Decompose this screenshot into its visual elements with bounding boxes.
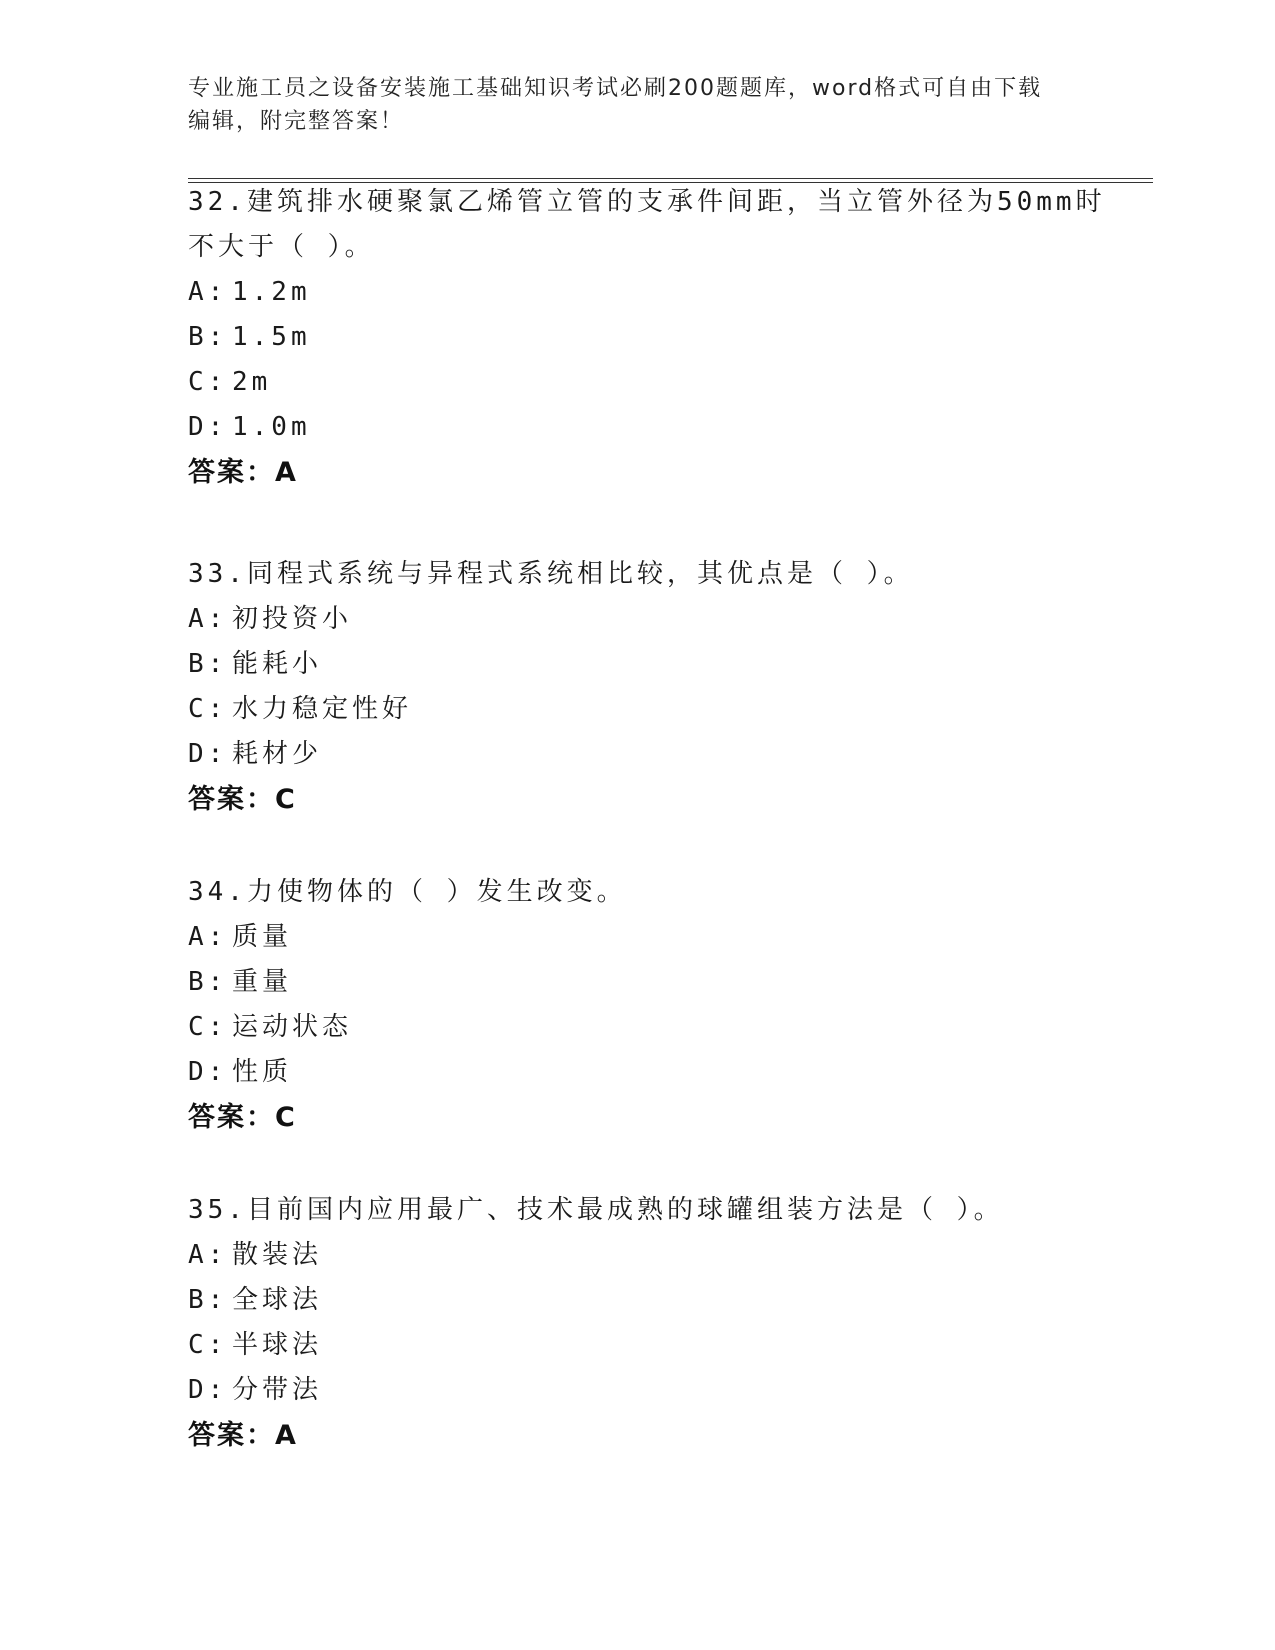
option-key: D: [188, 1375, 228, 1405]
option-key: C: [188, 694, 228, 724]
option-text: 初投资小 [232, 604, 353, 634]
option-key: C: [188, 367, 228, 397]
option-key: D: [188, 1057, 228, 1087]
option-key: C: [188, 1330, 228, 1360]
option-d [188, 1050, 1088, 1095]
question-33 [188, 552, 1088, 822]
option-key: C: [188, 1012, 228, 1042]
option-b [188, 315, 1088, 360]
option-text: 全球法 [232, 1285, 323, 1315]
option-b [188, 642, 1088, 687]
option-key: A: [188, 922, 228, 952]
question-stem [188, 1188, 1088, 1233]
option-d [188, 405, 1088, 450]
option-key: B: [188, 967, 228, 997]
stem-line: 不大于（ ）。 [188, 232, 375, 262]
option-a [188, 270, 1088, 315]
option-c [188, 360, 1088, 405]
stem-line: 32.建筑排水硬聚氯乙烯管立管的支承件间距，当立管外径为50mm时 [188, 187, 1106, 217]
question-stem [188, 870, 1088, 915]
document-header [188, 72, 1078, 138]
answer: 答案：C [188, 784, 297, 815]
option-a [188, 915, 1088, 960]
option-key: A: [188, 604, 228, 634]
option-text: 耗材少 [232, 739, 323, 769]
header-line-2: 编辑，附完整答案！ [188, 109, 405, 134]
question-stem [188, 552, 1088, 597]
stem-line: 35.目前国内应用最广、技术最成熟的球罐组装方法是（ ）。 [188, 1195, 1004, 1225]
option-text: 运动状态 [232, 1012, 353, 1042]
option-text: 性质 [232, 1057, 293, 1087]
option-d [188, 1368, 1088, 1413]
option-d [188, 732, 1088, 777]
header-line-1: 专业施工员之设备安装施工基础知识考试必刷200题题库，word格式可自由下载 [188, 76, 1043, 101]
option-key: D: [188, 739, 228, 769]
question-35 [188, 1188, 1088, 1458]
option-text: 1.0m [232, 412, 311, 442]
option-c [188, 1005, 1088, 1050]
question-32 [188, 180, 1106, 495]
option-key: A: [188, 1240, 228, 1270]
option-key: B: [188, 322, 228, 352]
option-text: 重量 [232, 967, 293, 997]
answer: 答案：A [188, 1420, 298, 1451]
option-text: 散装法 [232, 1240, 323, 1270]
option-text: 半球法 [232, 1330, 323, 1360]
question-stem [188, 180, 1106, 270]
stem-line: 34.力使物体的（ ）发生改变。 [188, 877, 627, 907]
option-key: D: [188, 412, 228, 442]
stem-line: 33.同程式系统与异程式系统相比较，其优点是（ ）。 [188, 559, 914, 589]
question-34 [188, 870, 1088, 1140]
option-key: B: [188, 649, 228, 679]
document-page [188, 0, 1153, 1650]
option-c [188, 687, 1088, 732]
option-a [188, 597, 1088, 642]
answer: 答案：C [188, 1102, 297, 1133]
option-b [188, 1278, 1088, 1323]
option-text: 能耗小 [232, 649, 323, 679]
option-b [188, 960, 1088, 1005]
option-text: 1.5m [232, 322, 311, 352]
option-key: A: [188, 277, 228, 307]
option-c [188, 1323, 1088, 1368]
option-text: 1.2m [232, 277, 311, 307]
option-text: 质量 [232, 922, 293, 952]
option-a [188, 1233, 1088, 1278]
option-key: B: [188, 1285, 228, 1315]
answer: 答案：A [188, 457, 298, 488]
option-text: 2m [232, 367, 272, 397]
option-text: 水力稳定性好 [232, 694, 413, 724]
option-text: 分带法 [232, 1375, 323, 1405]
